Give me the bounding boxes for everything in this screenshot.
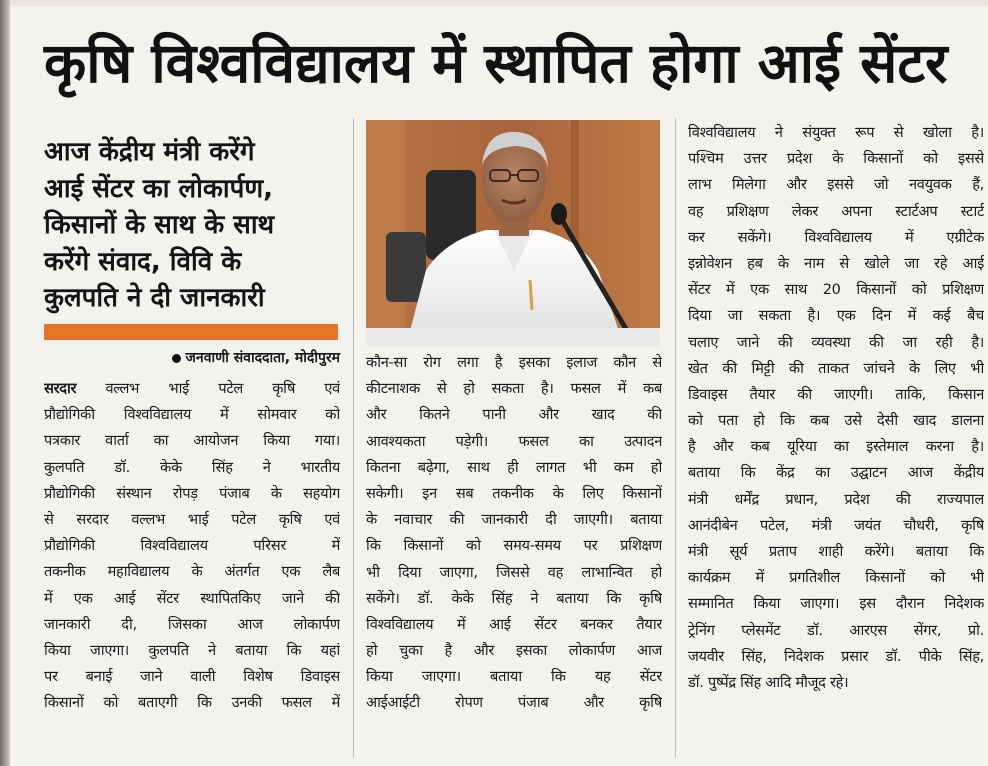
bullet-icon (172, 354, 181, 363)
article-line: प्रौद्योगिकी विश्वविद्यालय परिसर में (44, 537, 340, 555)
person-at-microphone-image (366, 120, 660, 346)
article-line: जानकारी दी, जिसका आज लोकार्पण (44, 615, 340, 633)
article-line: सकेगी। इन सब तकनीक के लिए किसानों (366, 484, 662, 502)
article-line: प्रौद्योगिकी विश्वविद्यालय में सोमवार को (44, 406, 340, 424)
news-photo (366, 120, 660, 346)
article-line: मंत्री सूर्य प्रताप शाही करेंगे। बताया कि (688, 543, 984, 560)
article-line: आईआईटी रोपण पंजाब और कृषि (366, 694, 662, 712)
article-line: को पता हो कि कब उसे देसी खाद डालना (688, 412, 984, 430)
article-line: किसानों को बताएगी कि उनकी फसल में (44, 694, 340, 712)
article-line: कि किसानों को समय-समय पर प्रशिक्षण (366, 537, 662, 555)
subheadline-line: किसानों के साथ के साथ (44, 210, 275, 240)
article-column-2 (366, 350, 662, 717)
article-line: विश्वविद्यालय में आई सेंटर बनकर तैयार (366, 615, 662, 633)
subheadline (44, 134, 344, 317)
article-line: में एक आई सेंटर स्थापितकिए जाने की (44, 589, 340, 607)
article-line: के नवाचार की जानकारी दी जाएगी। बताया (366, 511, 662, 529)
article-line: वह प्रशिक्षण लेकर अपना स्टार्टअप स्टार्ट (688, 202, 984, 220)
column-divider (675, 118, 676, 758)
article-line: पत्रकार वार्ता का आयोजन किया गया। (44, 432, 340, 450)
article-line: सम्मानित किया जाएगा। इस दौरान निदेशक (688, 595, 984, 613)
article-line: चलाए जाने की व्यवस्था की जा रही है। (688, 333, 984, 351)
subheadline-line: करेंगे संवाद, विवि के (44, 246, 242, 277)
lead-word: सरदार (44, 380, 77, 397)
article-line (44, 376, 340, 402)
article-line: से सरदार वल्लभ भाई पटेल कृषि एवं (44, 510, 340, 528)
subheadline-line: आई सेंटर का लोकार्पण, (44, 173, 274, 204)
article-line: कर सकेंगे। विश्वविद्यालय में एग्रीटेक (688, 228, 984, 246)
article-line: जयवीर सिंह, निदेशक प्रसार डॉ. पीके सिंह, (688, 647, 984, 665)
byline-text: जनवाणी संवाददाता, मोदीपुरम (185, 350, 340, 366)
article-line: किया जाएगा। बताया कि यह सेंटर (366, 668, 662, 686)
headline: कृषि विश्वविद्यालय में स्थापित होगा आई सेंटर (44, 31, 948, 95)
article-line: कीटनाशक से हो सकता है। फसल में कब (366, 380, 662, 398)
page-fold-shadow (0, 0, 10, 766)
article-line: मंत्री धर्मेंद्र प्रधान, प्रदेश की राज्यपाल (688, 490, 984, 508)
article-line: और कितने पानी और खाद की (366, 406, 662, 424)
article-line: खेत की मिट्टी की ताकत जांचने के लिए भी (688, 359, 984, 377)
article-line: है और कब यूरिया का इस्तेमाल करना है। (688, 438, 984, 456)
article-line: विश्वविद्यालय ने संयुक्त रूप से खोला है। (688, 124, 984, 141)
article-column-3 (688, 120, 984, 696)
byline (126, 348, 340, 367)
article-line: कितना बढ़ेगा, साथ ही लागत भी कम हो (366, 458, 662, 476)
article-line: कौन-सा रोग लगा है इसका इलाज कौन से (366, 354, 662, 371)
column-divider (353, 118, 354, 758)
article-line: आवश्यकता पड़ेगी। फसल का उत्पादन (366, 432, 662, 450)
article-line: आनंदीबेन पटेल, मंत्री जयंत चौधरी, कृषि (688, 516, 984, 534)
article-line: सेंटर में एक साथ 20 किसानों को प्रशिक्षण (688, 281, 984, 299)
article-line: किया जाएगा। कुलपति ने बताया कि यहां (44, 641, 340, 659)
article-line: डिवाइस तैयार की जाएगी। ताकि, किसान (688, 385, 984, 403)
article-line: सकेंगे। डॉ. केके सिंह ने बताया कि कृषि (366, 589, 662, 607)
subheadline-line: आज केंद्रीय मंत्री करेंगे (44, 137, 255, 167)
article-line: प्रौद्योगिकी संस्थान रोपड़ पंजाब के सहयोग (44, 484, 340, 502)
article-line-text: वल्लभ भाई पटेल कृषि एवं (76, 380, 340, 397)
article-line: भी दिया जाएगा, जिससे वह लाभान्वित हो (366, 563, 662, 581)
article-line: दिया जा सकता है। एक दिन में कई बैच (688, 307, 984, 325)
top-margin (10, 0, 988, 6)
accent-bar (44, 324, 338, 340)
article-line: हो चुका है और इसका लोकार्पण आज (366, 642, 662, 660)
article-line: लाभ मिलेगा और इससे जो नवयुवक हैं, (688, 176, 984, 194)
article-line: ट्रेनिंग प्लेसमेंट डॉ. आरएस सेंगर, प्रो. (688, 621, 984, 639)
article-line: कार्यक्रम में प्रगतिशील किसानों को भी (688, 569, 984, 587)
article-line: बताया कि केंद्र का उद्घाटन आज केंद्रीय (688, 464, 984, 482)
article-line: पश्चिम उत्तर प्रदेश के किसानों को इससे (688, 150, 984, 168)
article-line: तकनीक महाविद्यालय के अंतर्गत एक लैब (44, 563, 340, 581)
article-line: डॉ. पुष्पेंद्र सिंह आदि मौजूद रहे। (688, 673, 849, 691)
subheadline-line: कुलपति ने दी जानकारी (44, 283, 265, 313)
article-column-1 (44, 376, 340, 716)
article-line: इन्नोवेशन हब के नाम से खोले जा रहे आई (688, 254, 984, 272)
article-line: कुलपति डॉ. केके सिंह ने भारतीय (44, 458, 340, 476)
article-line: पर बनाई जाने वाली विशेष डिवाइस (44, 668, 340, 686)
